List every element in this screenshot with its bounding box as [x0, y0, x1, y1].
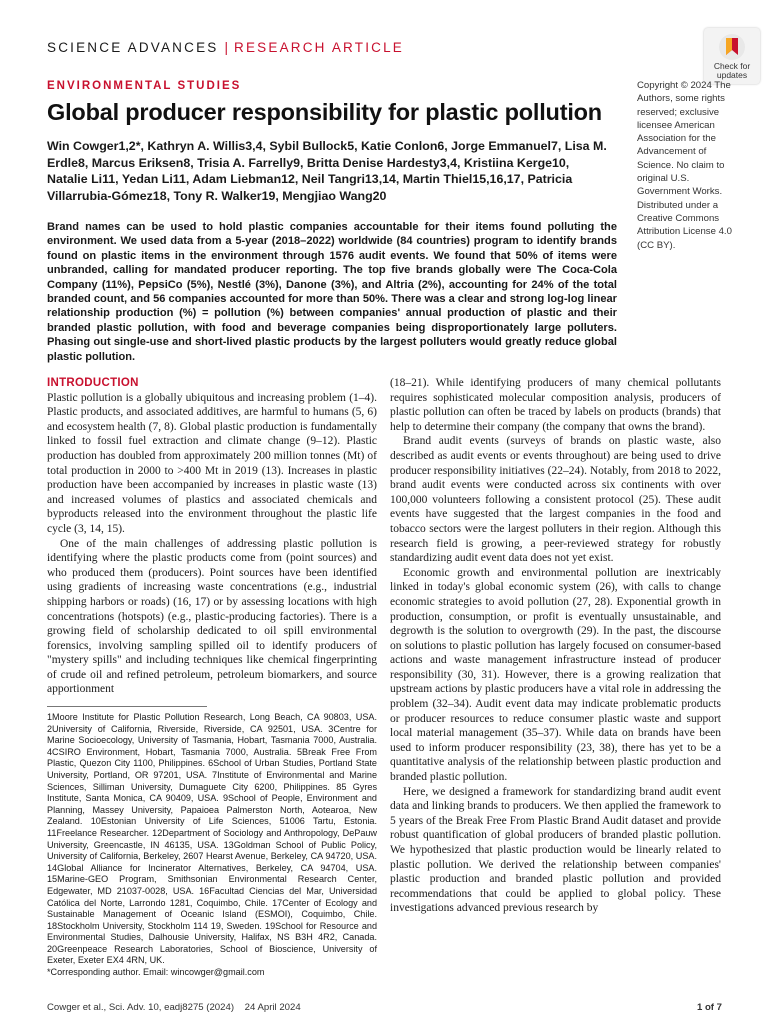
- corresponding-author: *Corresponding author. Email: wincowger@gmail.com: [47, 967, 265, 978]
- intro-paragraph-2: One of the main challenges of addressing plastic pollution is identifying where the plastic products come from (point sources) and who produced them (producers). Point sources have been identified using gradients of increasing waste concentrations (e.g., industrial shipping harbors or roads) (16, 17) or by assessing locations with high concentrations (hotspots) (e.g., plastic-producing factories). There is a growing field of scholarship dedicated to oil spill environmental forensics, involving sampling spilled oil to identify producers of "mystery spills" and including techniques like chemical fingerprinting of crude oil and refined petroleum, petroleum biomarkers, and source apportionment: [47, 537, 377, 696]
- citation-footer: Cowger et al., Sci. Adv. 10, eadj8275 (2024) 24 April 2024: [47, 1002, 301, 1013]
- journal-separator: |: [224, 40, 229, 55]
- intro-heading: INTRODUCTION: [47, 377, 139, 389]
- copyright-notice: Copyright © 2024 The Authors, some rights reserved; exclusive licensee American Association for the Advancement of Science. No claim to original U.S. Government Works. Distributed under a Creative Commons Attribution License 4.0 (CC BY).: [637, 80, 732, 251]
- article-title: Global producer responsibility for plastic pollution: [47, 99, 602, 125]
- article-type: RESEARCH ARTICLE: [234, 40, 405, 55]
- paragraph-text: Plastic pollution is a globally ubiquitous and increasing problem (1–4). Plastic products, and associated additives, are harmful to humans (5, 6) and ecosystem health (7, 8). Global plastic production is fundamentally linked to fossil fuel extraction and climate change (9–12). Plastic production has doubled from approximately 200 million tonnes (Mt) of total production in 2000 to >400 Mt in 2019 (13). Increases in plastic production have been accompanied by increases in plastic waste (13) and increased volumes of plastics and associated chemicals and byproducts released into the environment throughout the plastic life cycle (3, 14, 15).: [47, 391, 377, 535]
- journal-name: SCIENCE ADVANCES: [47, 40, 219, 55]
- badge-label: Check for updates: [713, 61, 751, 80]
- affiliations: 1Moore Institute for Plastic Pollution Research, Long Beach, CA 90803, USA. 2University of California, Riverside, Riverside, CA 92501, USA. 3Centre for Marine Socioecology, University of Tasmania, Hobart, Tasmania 7000, Australia. 4CSIRO Environment, Hobart, Tasmania 7000, Australia. 5Break Free From Plastic, Quezon City 1100, Philippines. 6School of Urban Studies, Portland State University, Portland, OR 97201, USA. 7Institute of Environmental and Marine Sciences, Silliman University, Dumaguete City 6200, Philippines. 85 Gyres Institute, Santa Monica, CA 90409, USA. 9School of People, Environment and Planning, Massey University, Papaioea Palmerston North, Aotearoa, New Zealand. 10Estonian University of Life Sciences, 51006 Tartu, Estonia. 11Freelance Researcher. 12Department of Sociology and Anthropology, DePauw University, Greencastle, IN 46135, USA. 13Goldman School of Public Policy, University of California, Berkeley, 2607 Hearst Avenue, Berkeley, CA 94720, USA. 14Global Alliance for Incinerator Alternatives, Berkeley, CA 94704, USA. 15Marine-GEO Program, Smithsonian Environmental Research Center, Edgewater, MD 21037-0028, USA. 16Facultad Ciencias del Mar, Universidad Católica del Norte, Larrondo 1281, Coquimbo, Chile. 17Center of Ecology and Sustainable Management of Oceanic Island (ESMOI), Coquimbo, Chile. 18Stockholm University, Stockholm 114 19, Sweden. 19School for Resource and Environmental Studies, Dalhousie University, Halifax, NS B3H 4R2, Canada. 20Greenpeace Research Laboratories, School of Bioscience, University of Exeter, Exeter EX4 4RN, UK.: [47, 712, 377, 966]
- footnote-divider: [47, 706, 207, 707]
- section-label: ENVIRONMENTAL STUDIES: [47, 80, 242, 92]
- bookmark-check-icon: [717, 32, 747, 62]
- right-paragraph-4: Here, we designed a framework for standardizing brand audit event data and linking brands to producers. We then applied the framework to 5 years of the Break Free From Plastic Brand Audit dataset and provide robust quantification of global producers of branded plastic pollution. We hypothesized that plastic production would be linearly related to plastic pollution. We derived the relationship between companies' plastic production and branded plastic pollution and provided recommendations that could be applied to global policy. These investigations advanced previous research by: [390, 785, 721, 915]
- right-paragraph-1: (18–21). While identifying producers of many chemical pollutants requires sophisticated molecular composition analysis, producers of plastic pollution can often be traced by labels on products (brands) that help to determine their company (the company that owns the brand).: [390, 377, 721, 433]
- abstract: Brand names can be used to hold plastic companies accountable for their items found polluting the environment. We used data from a 5-year (2018–2022) worldwide (84 countries) program to identify brands found on plastic items in the environment through 1576 audit events. We found that 50% of items were unbranded, calling for mandated producer reporting. The top five brands globally were The Coca-Cola Company (11%), PepsiCo (5%), Nestlé (3%), Danone (3%), and Altria (2%), accounting for 24% of the total branded count, and 56 companies accounted for more than 50%. There was a clear and strong log-log linear relationship production (%) = pollution (%) between companies' annual production of plastic and their branded plastic pollution, with food and beverage companies being disproportionately large polluters. Phasing out single-use and short-lived plastic products by the largest polluters would greatly reduce global plastic pollution.: [47, 221, 617, 363]
- page-number: 1 of 7: [696, 1002, 722, 1013]
- author-list: Win Cowger1,2*, Kathryn A. Willis3,4, Sybil Bullock5, Katie Conlon6, Jorge Emmanuel7, Lisa M. Erdle8, Marcus Eriksen8, Trisia A. Farrelly9, Britta Denise Hardesty3,4, Kristiina Kerge10, Natalie Li11, Yedan Li11, Adam Liebman12, Neil Tangri13,14, Martin Thiel15,16,17, Patricia Villarrubia-Gómez18, Tony R. Walker19, Mengjiao Wang20: [47, 139, 607, 203]
- body-column-left: [47, 376, 377, 697]
- journal-header: [47, 40, 404, 55]
- check-for-updates-badge[interactable]: [704, 28, 760, 84]
- right-paragraph-2: Brand audit events (surveys of brands on plastic waste, also described as audit events or events throughout) are being used to drive producer responsibility initiatives (22–24). Notably, from 2018 to 2022, brand audit events were conducted across six continents with over 100,000 volunteers following a consistent protocol (25). These audit events have suggested that the largest companies in the food and tobacco sectors were the largest polluters in their region. Although this research field is growing, a peer-reviewed strategy for robustly standardizing audit event data does not yet exist.: [390, 435, 721, 565]
- right-paragraph-3: Economic growth and environmental pollution are inextricably linked in today's global economic system (26), with calls to change economic strategies to avoid pollution (27, 28). Exponential growth in production, consumption, or profit is eventually unsustainable, and degrowth is the solution to overgrowth (29). In the past, the discourse on solutions to plastic pollution has largely focused on consumer-based actions and waste management infrastructure instead of producer responsibility (30, 31). However, there is a growing realization that upstream actions by plastic producers have a vital role in addressing the problem (32–34). Audit event data may indicate problematic products or producer resources to reduce consumer plastic waste and support local material management (35–37). While data on brands have been used to inform producer responsibility (23, 38), there has yet to be a quantitative analysis of the relationship between plastic production and branded plastic pollution.: [390, 566, 721, 784]
- intro-paragraph-1: [47, 376, 377, 537]
- affiliations-footnotes: [47, 712, 377, 979]
- body-column-right: [390, 376, 721, 916]
